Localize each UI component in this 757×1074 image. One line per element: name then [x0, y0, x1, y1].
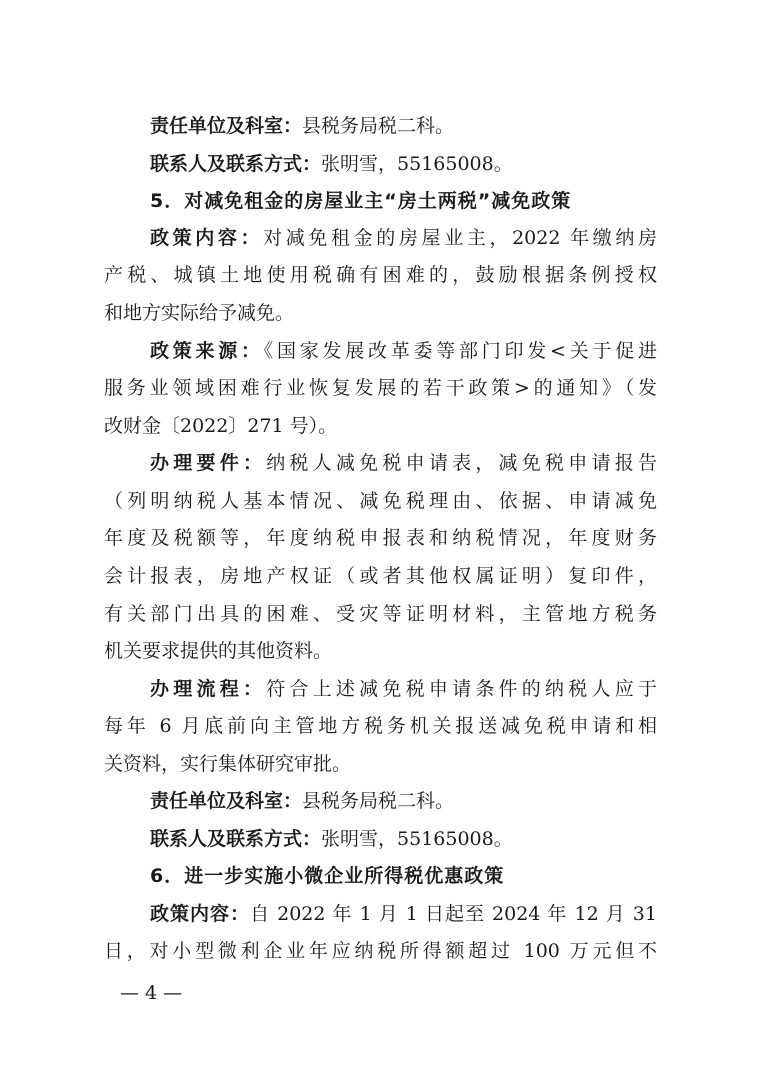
paragraph-line: 服务业领域困难行业恢复发展的若干政策>的通知》（发 — [104, 377, 657, 399]
paragraph-line: 机关要求提供的其他资料。 — [104, 640, 333, 662]
contact-label: 联系人及联系方式： — [150, 153, 322, 175]
policy-content-label: 政策内容： — [150, 227, 264, 249]
requirements-text: 纳税人减免税申请表，减免税申请报告 — [266, 452, 657, 474]
responsible-unit-label: 责任单位及科室： — [150, 115, 303, 137]
contact-value: 张明雪，55165008。 — [321, 153, 513, 175]
contact-label: 联系人及联系方式： — [150, 828, 322, 850]
paragraph-line: 日，对小型微利企业年应纳税所得额超过 100 万元但不 — [104, 940, 657, 962]
responsible-unit-line — [150, 114, 657, 138]
page-number: — 4 — — [120, 982, 183, 1004]
responsible-unit-value: 县税务局税二科。 — [302, 790, 455, 812]
contact-value: 张明雪，55165008。 — [321, 828, 513, 850]
paragraph-line: 关资料，实行集体研究审批。 — [104, 753, 352, 775]
requirements-line — [150, 451, 657, 475]
paragraph-line: （列明纳税人基本情况、减免税理由、依据、申请减免 — [104, 490, 657, 512]
process-text: 符合上述减免税申请条件的纳税人应于 — [266, 678, 657, 700]
process-label: 办理流程： — [150, 678, 267, 700]
contact-line — [150, 827, 657, 851]
policy-content-line — [150, 226, 657, 250]
policy-content-label: 政策内容： — [150, 903, 251, 925]
policy-source-text: 《国家发展改革委等部门印发<关于促进 — [263, 340, 657, 362]
policy-source-label: 政策来源： — [150, 340, 264, 362]
process-line — [150, 677, 657, 701]
policy-source-line — [150, 339, 657, 363]
policy-content-text: 自 2022 年 1 月 1 日起至 2024 年 12 月 31 — [250, 903, 657, 925]
responsible-unit-line — [150, 789, 657, 813]
paragraph-line: 年度及税额等，年度纳税申报表和纳税情况，年度财务 — [104, 527, 657, 549]
responsible-unit-value: 县税务局税二科。 — [302, 115, 455, 137]
paragraph-line: 产税、城镇土地使用税确有困难的，鼓励根据条例授权 — [104, 264, 657, 286]
paragraph-line: 每年 6 月底前向主管地方税务机关报送减免税申请和相 — [104, 715, 657, 737]
section-heading: 5．对减免租金的房屋业主“房土两税”减免政策 — [150, 190, 572, 212]
responsible-unit-label: 责任单位及科室： — [150, 790, 303, 812]
paragraph-line: 改财金〔2022〕271 号）。 — [104, 415, 338, 437]
policy-content-line — [150, 902, 657, 926]
policy-content-text: 对减免租金的房屋业主，2022 年缴纳房 — [263, 227, 657, 249]
requirements-label: 办理要件： — [150, 452, 267, 474]
section-heading: 6．进一步实施小微企业所得税优惠政策 — [150, 865, 505, 887]
paragraph-line: 和地方实际给予减免。 — [104, 302, 295, 324]
contact-line — [150, 152, 657, 176]
paragraph-line: 会计报表，房地产权证（或者其他权属证明）复印件， — [104, 565, 657, 587]
paragraph-line: 有关部门出具的困难、受灾等证明材料，主管地方税务 — [104, 603, 657, 625]
